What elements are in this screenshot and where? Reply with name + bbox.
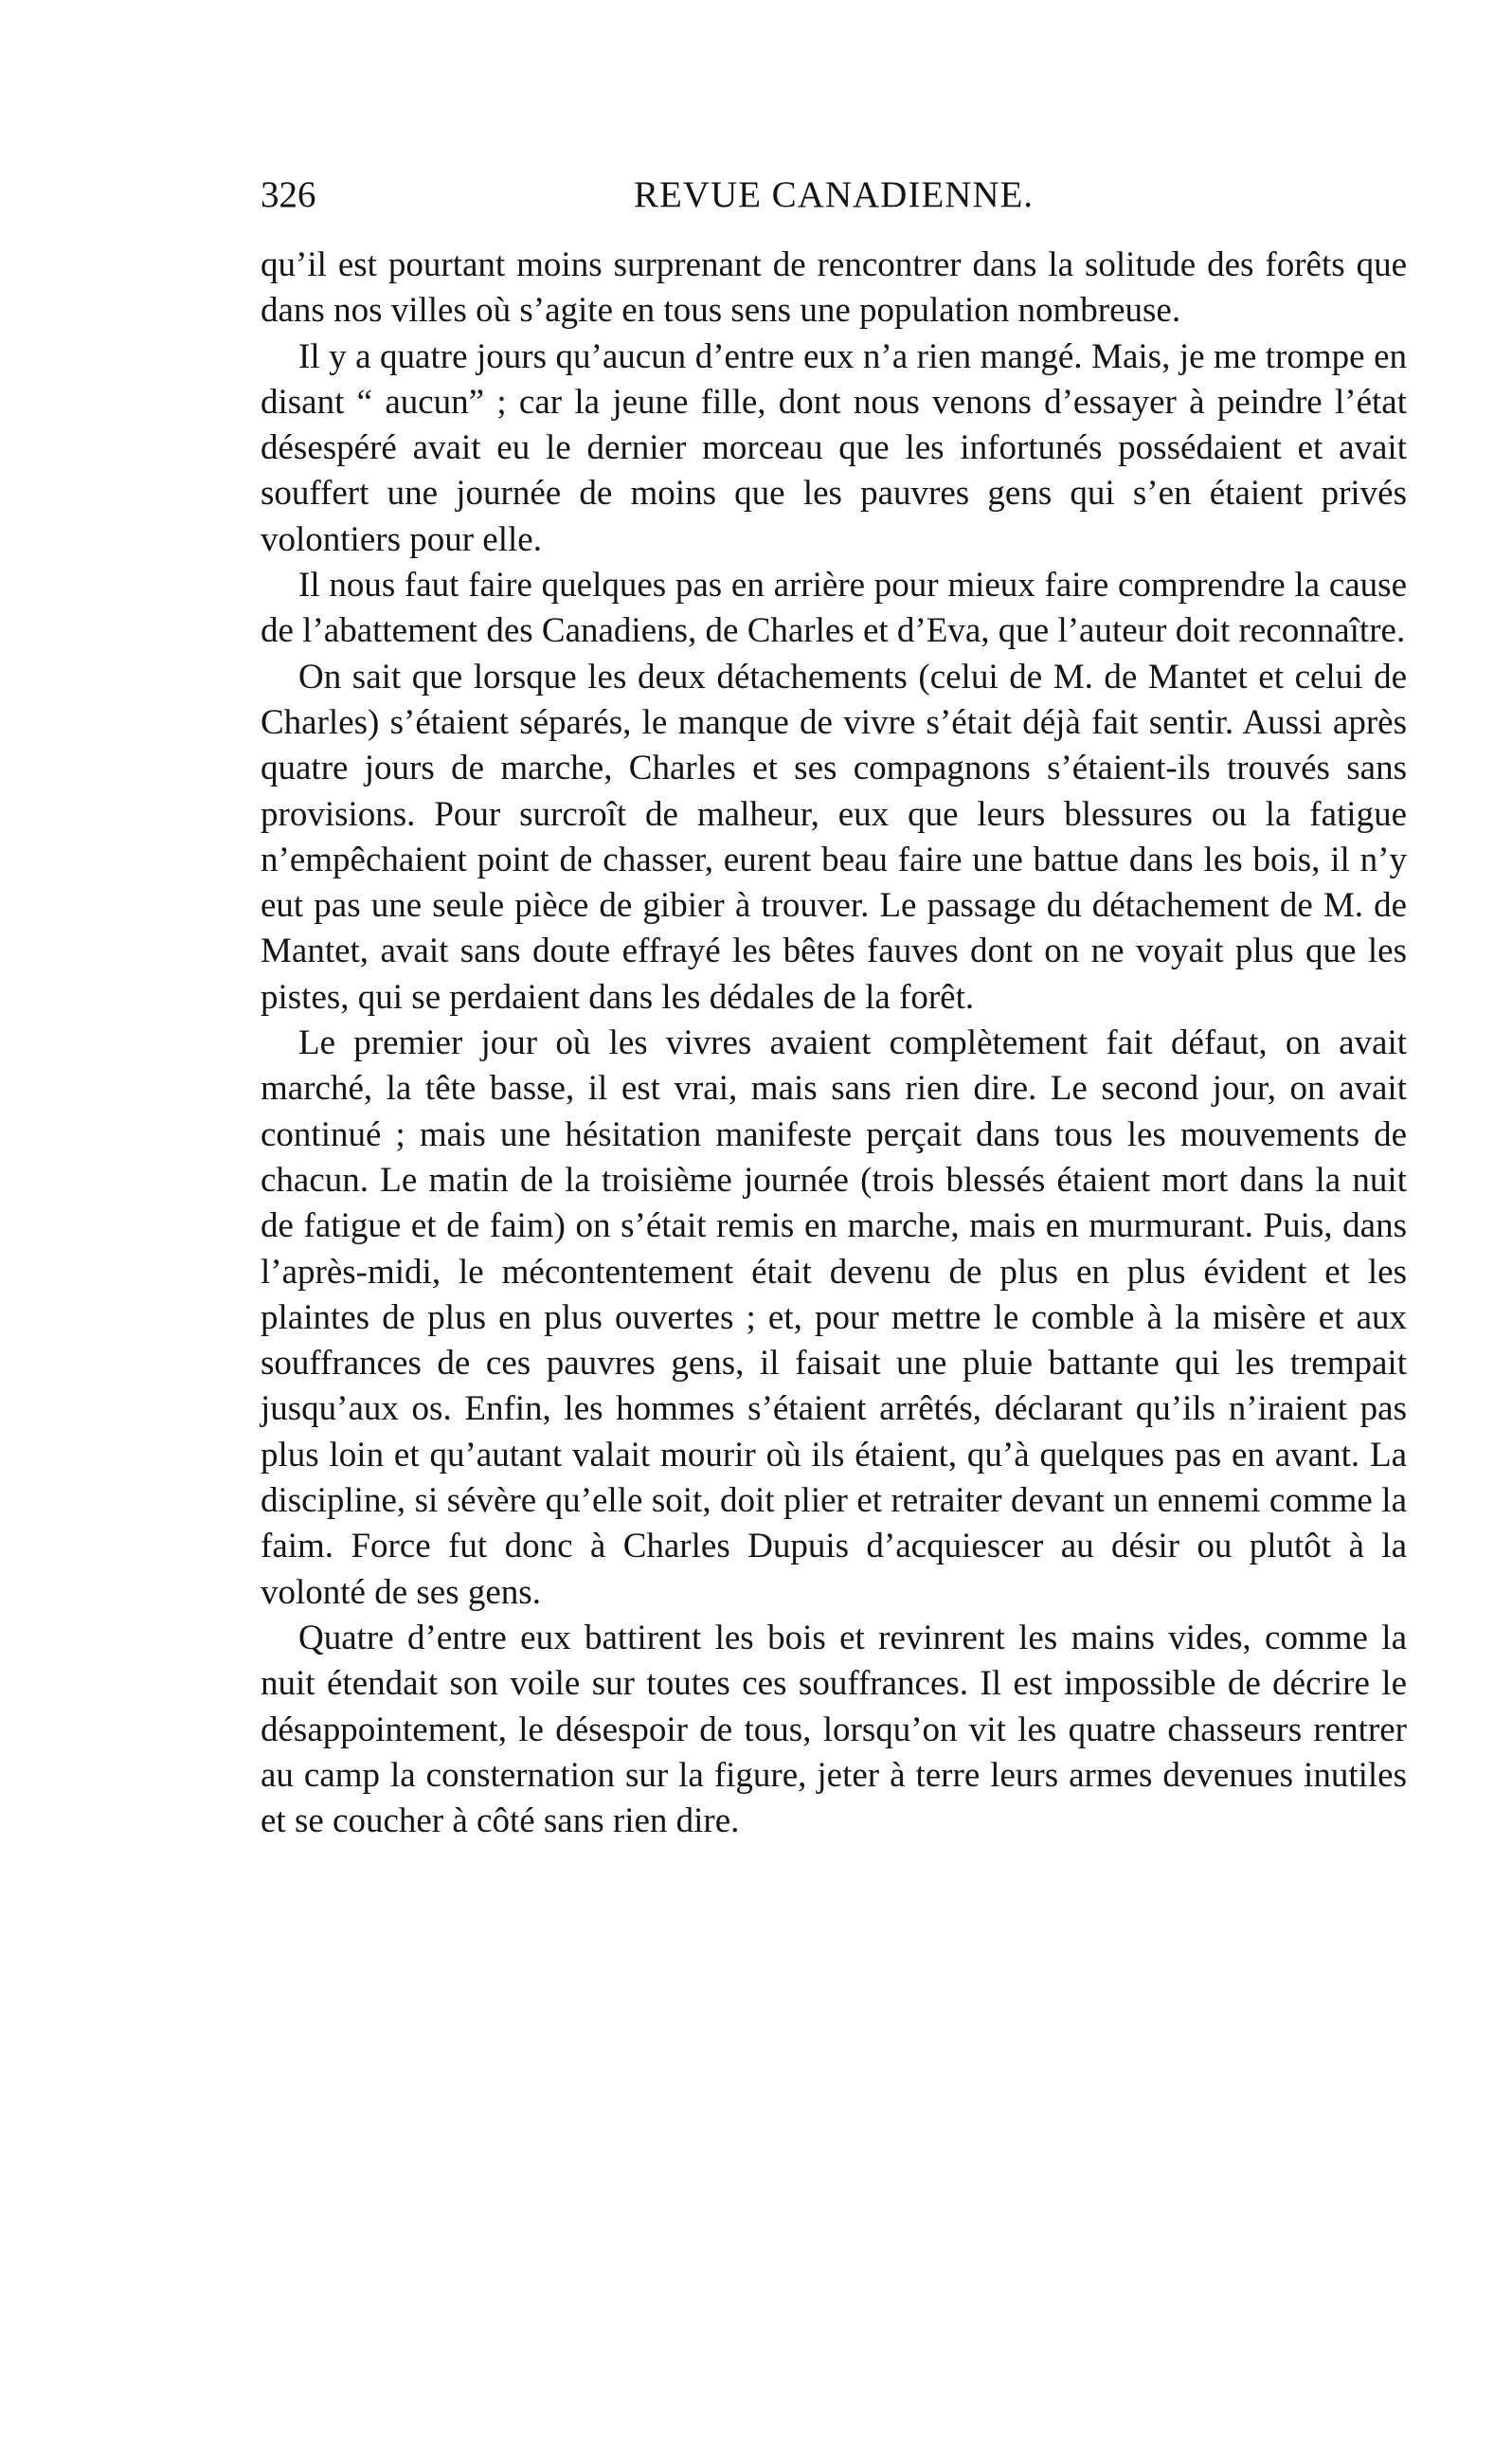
paragraph: Il nous faut faire quelques pas en arrière pour mieux faire comprendre la cause de l’abattement des Canadiens, de Charles et d’Eva, que l’auteur doit reconnaître. <box>261 566 1407 651</box>
paragraph: Il y a quatre jours qu’aucun d’entre eux n’a rien mangé. Mais, je me trompe en disant “ aucun” ; car la jeune fille, dont nous venons d’essayer à peindre l’état désespéré avait eu le dernier morceau que les infortunés possédaient et avait souffert une journée de moins que les pauvres gens qui s’en étaient privés volontiers pour elle. <box>261 336 1407 559</box>
page-number: 326 <box>261 174 316 215</box>
paragraph: On sait que lorsque les deux détachements (celui de M. de Mantet et celui de Charles) s’étaient séparés, le manque de vivre s’était déjà fait sentir. Aussi après quatre jours de marche, Charles et ses compagnons s’étaient-ils trouvés sans provisions. Pour surcroît de malheur, eux que leurs blessures ou la fatigue n’empêchaient point de chasser, eurent beau faire une battue dans les bois, il n’y eut pas une seule pièce de gibier à trouver. Le passage du détachement de M. de Mantet, avait sans doute effrayé les bêtes fauves dont on ne voyait plus que les pistes, qui se perdaient dans les dédales de la forêt. <box>261 657 1407 1017</box>
paragraph: Le premier jour où les vivres avaient complètement fait défaut, on avait marché, la tête basse, il est vrai, mais sans rien dire. Le second jour, on avait continué ; mais une hésitation manifeste perçait dans tous les mouvements de chacun. Le matin de la troisième journée (trois blessés étaient mort dans la nuit de fatigue et de faim) on s’était remis en marche, mais en murmurant. Puis, dans l’après-midi, le mécontentement était devenu de plus en plus évident et les plaintes de plus en plus ouvertes ; et, pour mettre le comble à la misère et aux souffrances de ces pauvres gens, il faisait une pluie battante qui les trempait jusqu’aux os. Enfin, les hommes s’étaient arrêtés, déclarant qu’ils n’iraient pas plus loin et qu’autant valait mourir où ils étaient, qu’à quelques pas en avant. La discipline, si sévère qu’elle soit, doit plier et retraiter devant un ennemi comme la faim. Force fut donc à Charles Dupuis d’acquiescer au désir ou plutôt à la volonté de ses gens. <box>261 1023 1407 1612</box>
page-header <box>261 169 1407 222</box>
paragraph-continued: qu’il est pourtant moins surprenant de rencontrer dans la solitude des forêts que dans nos villes où s’agite en tous sens une population nombreuse. <box>261 245 1407 331</box>
running-title: REVUE CANADIENNE. <box>633 174 1035 215</box>
body-text <box>261 243 1407 1844</box>
paragraph: Quatre d’entre eux battirent les bois et revinrent les mains vides, comme la nuit étendait son voile sur toutes ces souffrances. Il est impossible de décrire le désappointement, le désespoir de tous, lorsqu’on vit les quatre chasseurs rentrer au camp la consternation sur la figure, jeter à terre leurs armes devenues inutiles et se coucher à côté sans rien dire. <box>261 1618 1407 1841</box>
